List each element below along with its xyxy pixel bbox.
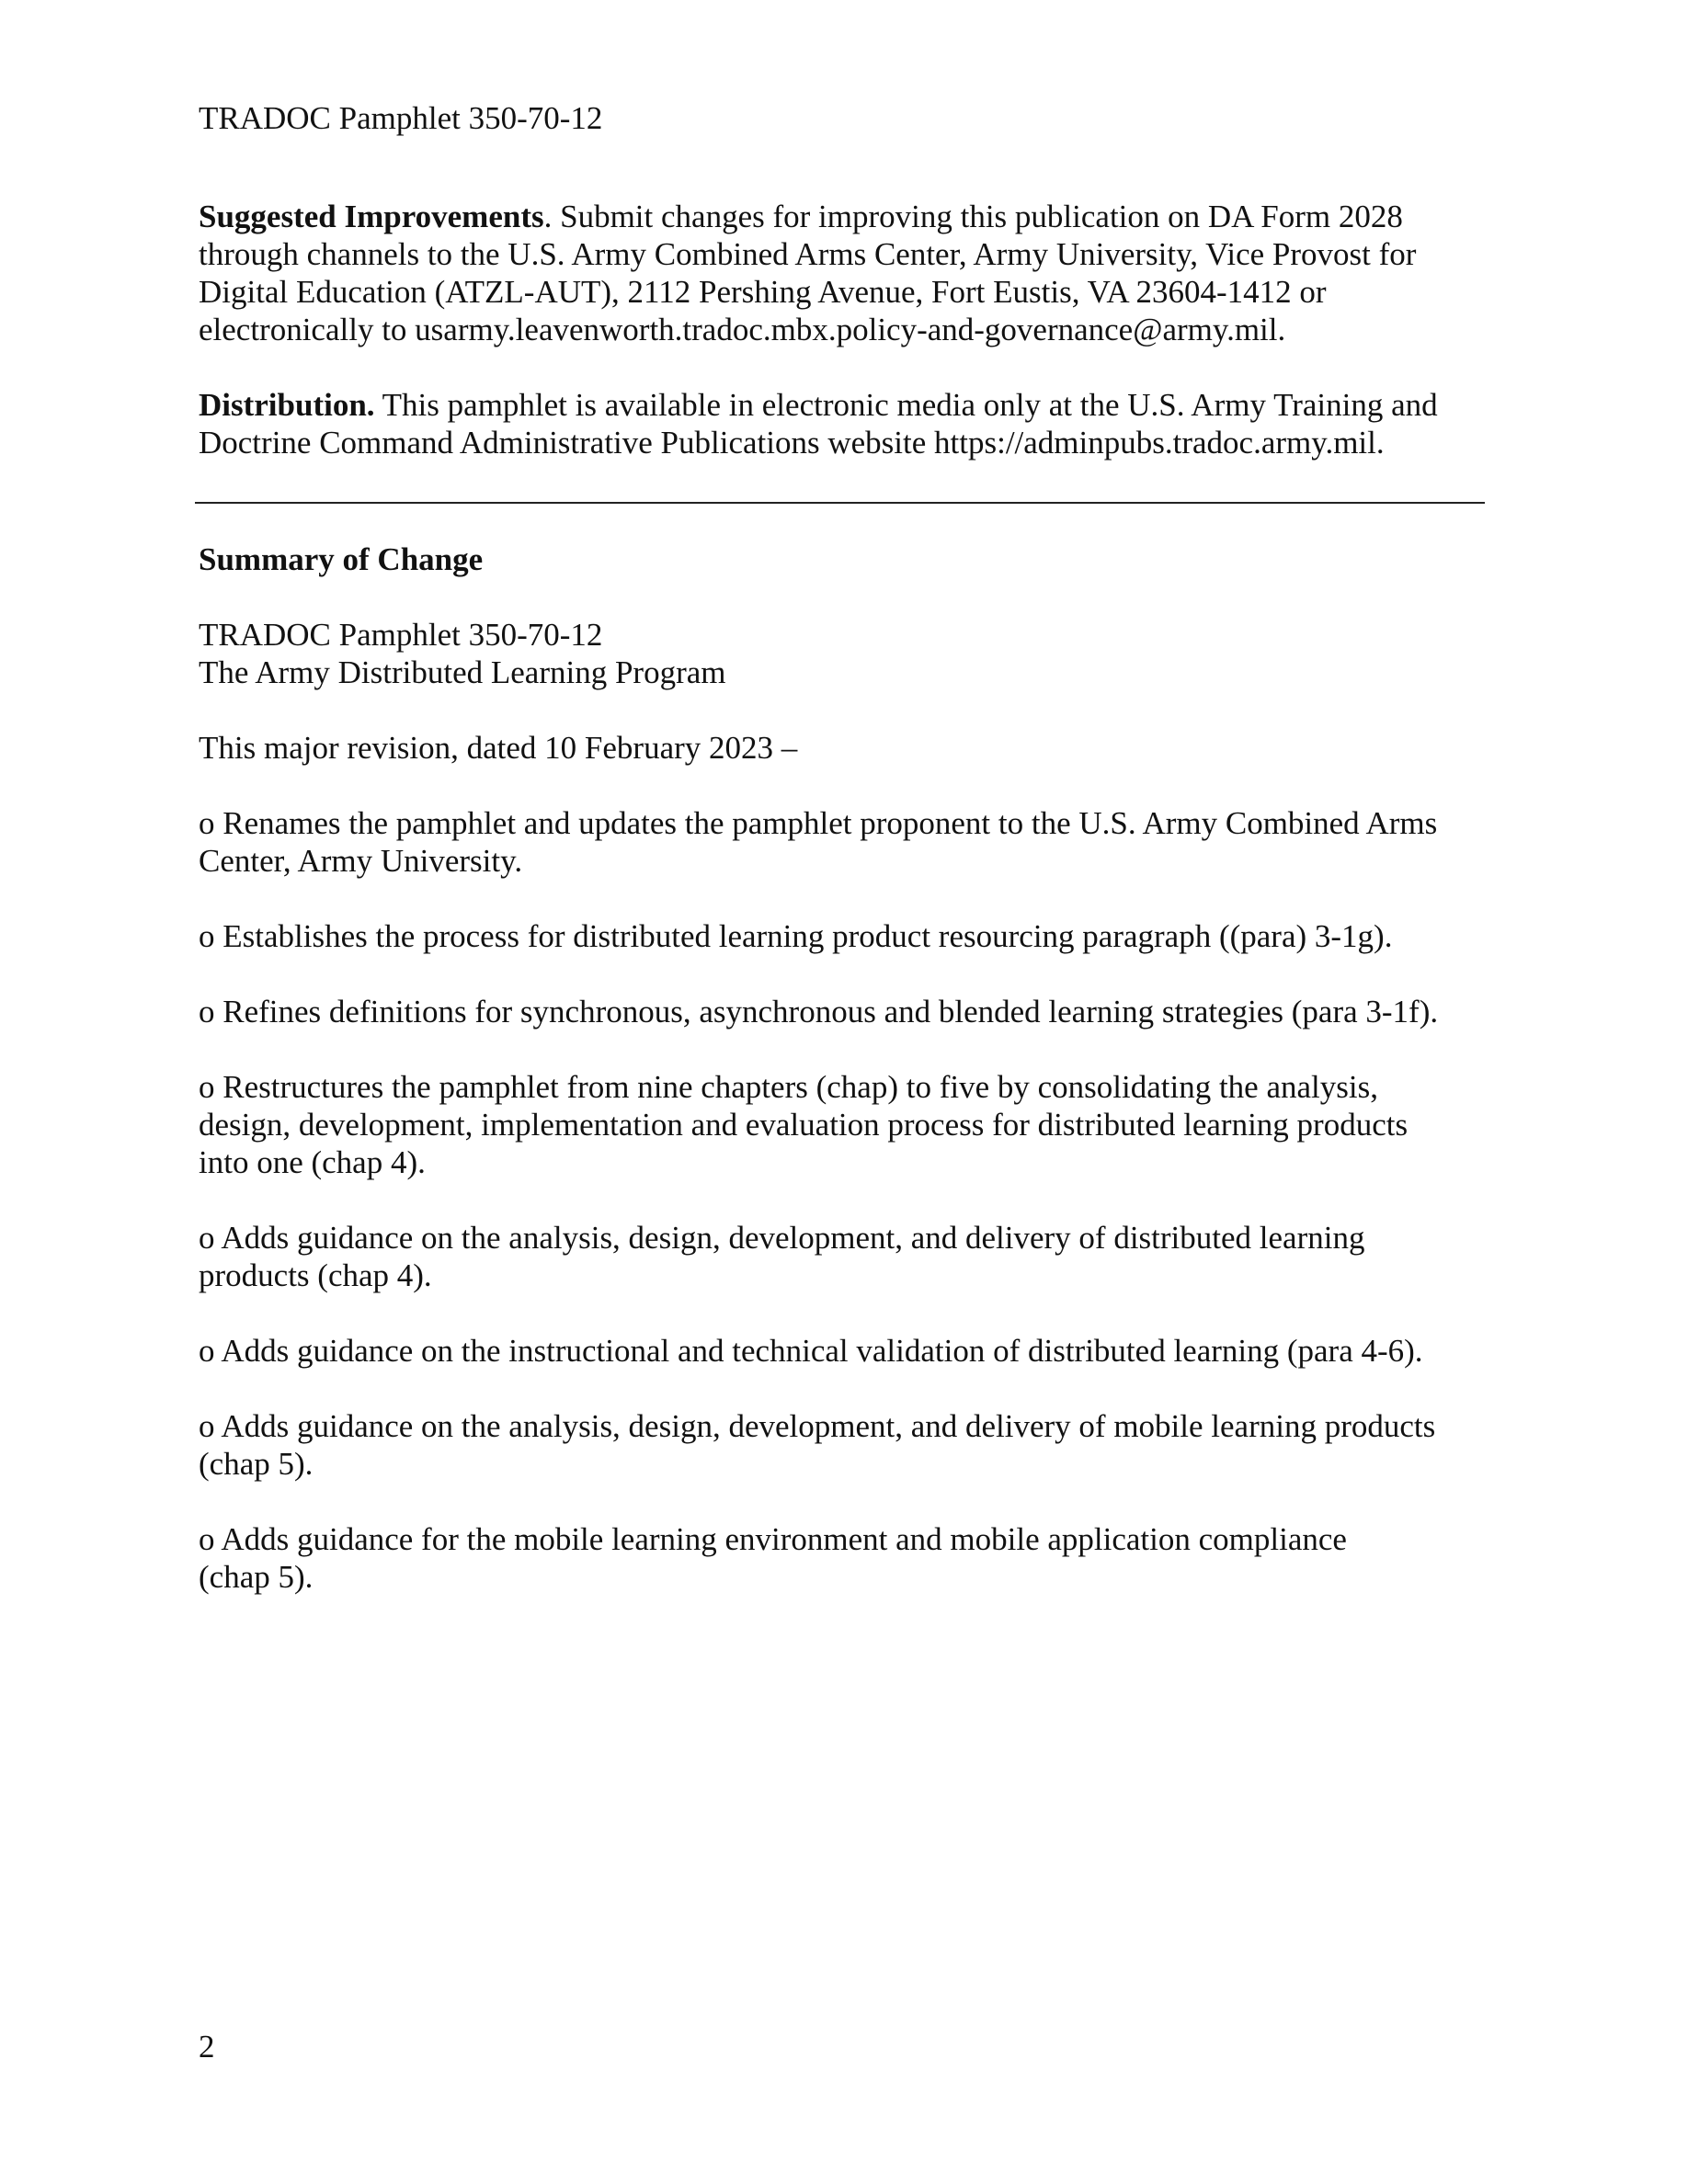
suggested-improvements-text: . Submit changes for improving this publication on DA Form 2028 (543, 199, 1403, 234)
summary-item-line: (chap 5). (199, 1559, 314, 1595)
summary-item (199, 1332, 1504, 1370)
summary-item-line: design, development, implementation and evaluation process for distributed learning products (199, 1107, 1409, 1143)
summary-pub-title: The Army Distributed Learning Program (199, 654, 726, 690)
summary-item-line: o Adds guidance on the instructional and technical validation of distributed learning (para 4-6). (199, 1333, 1423, 1369)
summary-item-line: into one (chap 4). (199, 1144, 426, 1180)
summary-item (199, 917, 1504, 955)
summary-item-line: (chap 5). (199, 1446, 314, 1482)
summary-revision-note: This major revision, dated 10 February 2023 – (199, 730, 798, 766)
summary-item-line: o Restructures the pamphlet from nine chapters (chap) to five by consolidating the analysis, (199, 1069, 1378, 1105)
suggested-improvements-heading: Suggested Improvements (199, 199, 544, 234)
page-number: 2 (199, 2029, 215, 2065)
summary-item (199, 1520, 1504, 1596)
summary-item-line: o Refines definitions for synchronous, asynchronous and blended learning strategies (para 3-1f). (199, 994, 1439, 1029)
summary-item-line: Center, Army University. (199, 843, 523, 879)
distribution-text: This pamphlet is available in electronic media only at the U.S. Army Training and (374, 387, 1438, 423)
summary-heading-wrapper (199, 540, 483, 578)
distribution-line-2: Doctrine Command Administrative Publications website https://adminpubs.tradoc.army.mil. (199, 425, 1385, 461)
suggested-improvements-line-4: electronically to usarmy.leavenworth.tradoc.mbx.policy-and-governance@army.mil. (199, 312, 1286, 347)
summary-item (199, 1068, 1504, 1181)
summary-item (199, 804, 1504, 880)
summary-item (199, 993, 1504, 1030)
summary-pub-number: TRADOC Pamphlet 350-70-12 (199, 617, 603, 653)
distribution-line-1 (199, 386, 1504, 424)
summary-item-line: o Renames the pamphlet and updates the pamphlet proponent to the U.S. Army Combined Arms (199, 805, 1438, 841)
suggested-improvements-line-1 (199, 198, 1504, 235)
suggested-improvements-paragraph (199, 198, 1504, 348)
distribution-heading: Distribution. (199, 387, 375, 423)
section-divider (195, 502, 1485, 504)
suggested-improvements-line-3: Digital Education (ATZL-AUT), 2112 Pershing Avenue, Fort Eustis, VA 23604-1412 or (199, 274, 1327, 310)
summary-item-line: o Adds guidance for the mobile learning environment and mobile application compliance (199, 1521, 1347, 1557)
summary-item-line: o Adds guidance on the analysis, design, development, and delivery of distributed learning (199, 1220, 1365, 1256)
distribution-paragraph (199, 386, 1504, 461)
summary-item-line: o Adds guidance on the analysis, design, development, and delivery of mobile learning products (199, 1408, 1436, 1444)
summary-item (199, 1219, 1504, 1294)
summary-item (199, 1407, 1504, 1483)
summary-item-line: o Establishes the process for distributed learning product resourcing paragraph ((para) 3-1g). (199, 918, 1393, 954)
summary-item-line: products (chap 4). (199, 1257, 432, 1293)
running-header: TRADOC Pamphlet 350-70-12 (199, 100, 603, 136)
suggested-improvements-line-2: through channels to the U.S. Army Combined Arms Center, Army University, Vice Provost for (199, 236, 1417, 272)
summary-heading: Summary of Change (199, 541, 484, 577)
